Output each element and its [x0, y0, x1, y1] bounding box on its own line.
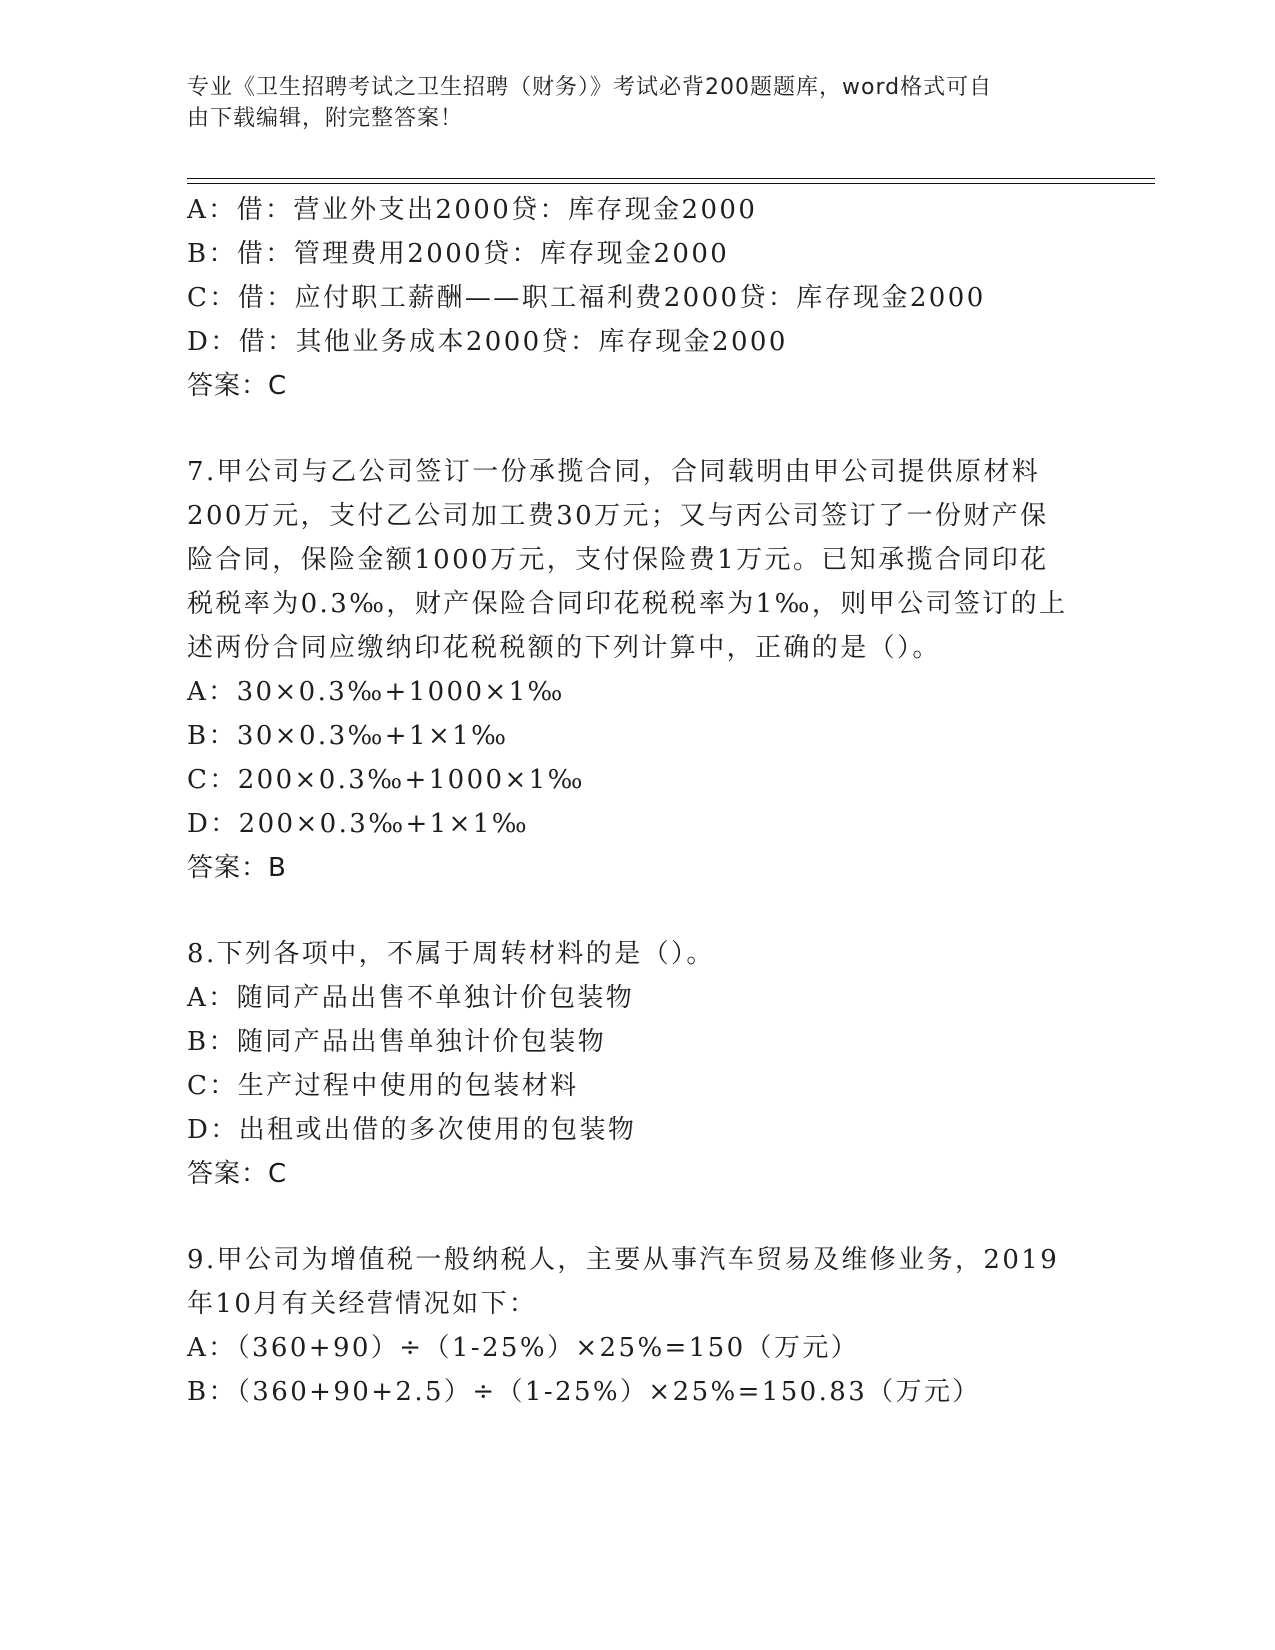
header-title-line-1: 专业《卫生招聘考试之卫生招聘（财务）》考试必背200题题库，word格式可自 — [187, 75, 993, 100]
q9-stem-line-1: 9.甲公司为增值税一般纳税人，主要从事汽车贸易及维修业务，2019 — [187, 1245, 1060, 1275]
q7-answer: 答案：B — [187, 853, 287, 883]
q7-option-c: C：200×0.3‰+1000×1‰ — [187, 765, 585, 795]
q7-stem-line-5: 述两份合同应缴纳印花税税额的下列计算中，正确的是（）。 — [187, 633, 941, 663]
q9-stem-line-2: 年10月有关经营情况如下： — [187, 1289, 538, 1319]
q7-stem-line-1: 7.甲公司与乙公司签订一份承揽合同，合同载明由甲公司提供原材料 — [187, 457, 1041, 487]
q6-option-c: C：借：应付职工薪酬——职工福利费2000贷：库存现金2000 — [187, 283, 986, 313]
q6-option-b: B：借：管理费用2000贷：库存现金2000 — [187, 239, 730, 269]
document-header — [187, 72, 1067, 134]
q6-option-a: A：借：营业外支出2000贷：库存现金2000 — [187, 195, 758, 225]
q7-option-b: B：30×0.3‰+1×1‰ — [187, 721, 509, 751]
q8-option-c: C：生产过程中使用的包装材料 — [187, 1071, 579, 1101]
q9-option-b: B：（360+90+2.5）÷（1-25%）×25%=150.83（万元） — [187, 1377, 981, 1407]
q8-option-a: A：随同产品出售不单独计价包装物 — [187, 983, 635, 1013]
header-divider-bottom — [187, 183, 1155, 184]
header-divider-top — [187, 178, 1155, 179]
q8-option-d: D：出租或出借的多次使用的包装物 — [187, 1115, 637, 1145]
q6-answer: 答案：C — [187, 371, 288, 401]
q9-option-a: A：（360+90）÷（1-25%）×25%=150（万元） — [187, 1333, 860, 1363]
q7-stem-line-4: 税税率为0.3‰，财产保险合同印花税税率为1‰，则甲公司签订的上 — [187, 589, 1068, 619]
q7-stem-line-2: 200万元，支付乙公司加工费30万元；又与丙公司签订了一份财产保 — [187, 501, 1049, 531]
q8-option-b: B：随同产品出售单独计价包装物 — [187, 1027, 607, 1057]
q8-answer: 答案：C — [187, 1159, 288, 1189]
q7-option-a: A：30×0.3‰+1000×1‰ — [187, 677, 565, 707]
header-title-line-2: 由下载编辑，附完整答案！ — [187, 106, 464, 131]
q7-stem-line-3: 险合同，保险金额1000万元，支付保险费1万元。已知承揽合同印花 — [187, 545, 1049, 575]
q6-option-d: D：借：其他业务成本2000贷：库存现金2000 — [187, 327, 788, 357]
q8-stem-line-1: 8.下列各项中，不属于周转材料的是（）。 — [187, 939, 715, 969]
q7-option-d: D：200×0.3‰+1×1‰ — [187, 809, 530, 839]
